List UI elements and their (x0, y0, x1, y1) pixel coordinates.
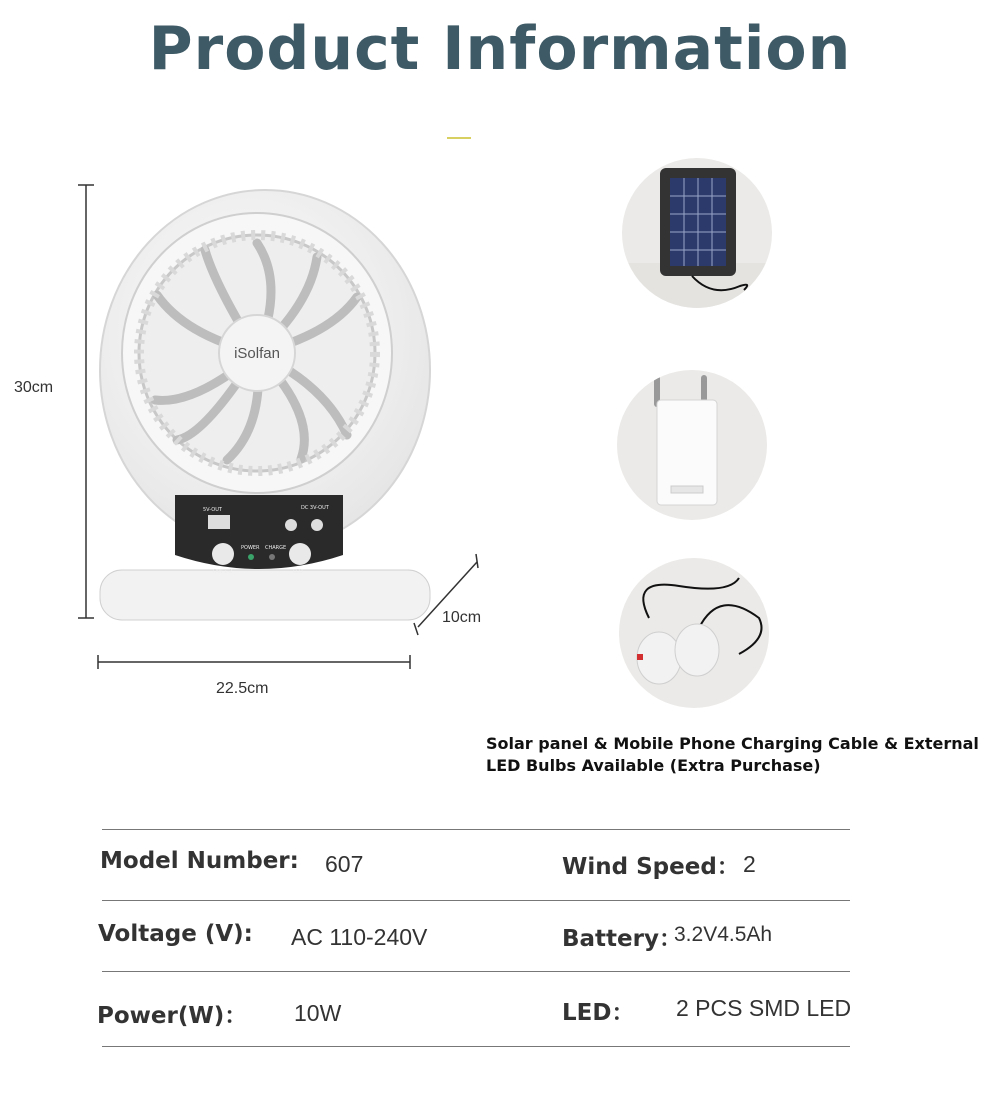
width-dimension-label: 22.5cm (216, 680, 269, 697)
solar-panel-image (622, 158, 772, 308)
model-number-value: 607 (325, 851, 364, 877)
spec-rule-1 (102, 900, 850, 901)
voltage-value: AC 110-240V (291, 924, 428, 950)
battery-label: Battery： (562, 926, 682, 952)
page-title: Product Information (148, 14, 852, 84)
panel-charge-label: CHARGE (265, 545, 287, 551)
model-number-label: Model Number: (100, 848, 299, 874)
depth-dimension-label: 10cm (442, 609, 482, 626)
accessories-note-line-1: Solar panel & Mobile Phone Charging Cable & External (486, 734, 979, 753)
voltage-label: Voltage (V): (98, 921, 253, 947)
panel-power-label: POWER (241, 545, 260, 551)
fan-product-image (95, 185, 435, 625)
panel-usb-label: 5V-OUT (203, 507, 222, 513)
panel-fan-label: FAN 1-2 (213, 569, 233, 575)
panel-led-label: LED (293, 569, 303, 575)
wind-speed-value: 2 (743, 851, 756, 877)
fan-brand-text: iSolfan (234, 345, 280, 362)
wind-speed-label: Wind Speed： (562, 854, 740, 880)
wall-charger-image (617, 370, 767, 520)
battery-value: 3.2V4.5Ah (674, 923, 773, 946)
power-value: 10W (294, 1000, 342, 1026)
accessories-note (486, 733, 986, 777)
accessories-note-line-2: LED Bulbs Available (Extra Purchase) (486, 756, 821, 775)
led-label: LED： (562, 1000, 635, 1026)
spec-rule-2 (102, 971, 850, 972)
led-value: 2 PCS SMD LED (676, 995, 852, 1021)
power-label: Power(W)： (97, 1003, 248, 1029)
spec-rule-top (102, 829, 850, 830)
height-dimension-label: 30cm (14, 379, 54, 396)
spec-rule-bottom (102, 1046, 850, 1047)
led-bulbs-image (619, 558, 769, 708)
panel-dc-label: DC 3V-OUT (301, 505, 329, 511)
